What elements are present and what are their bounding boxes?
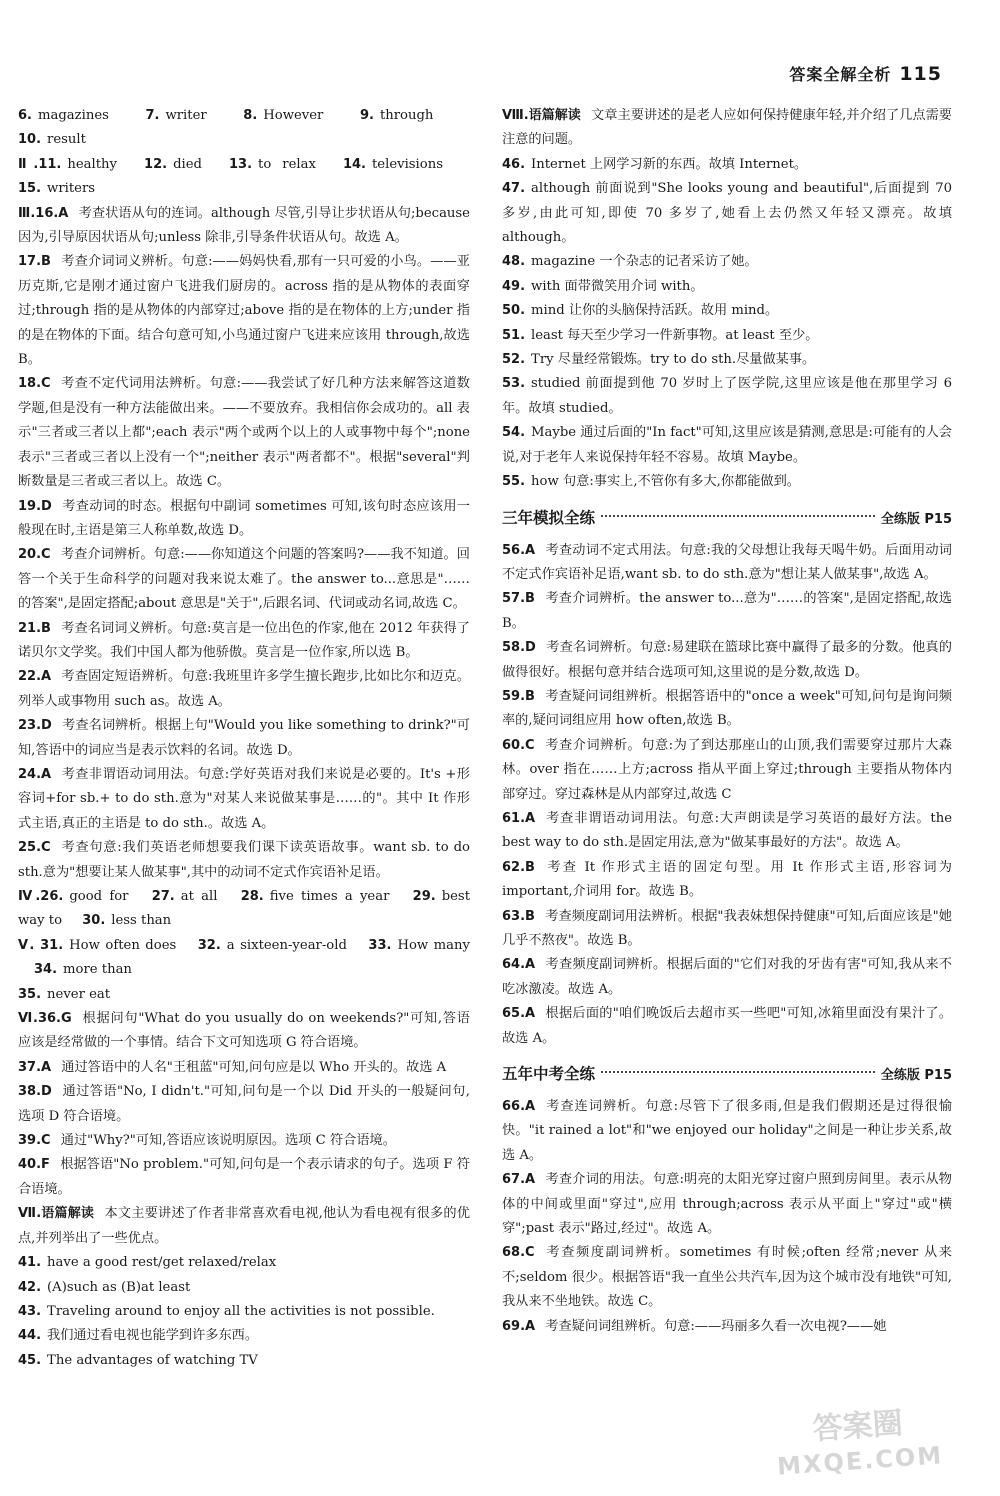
answer-item: 43. Traveling around to enjoy all the activities is not possible. xyxy=(18,1303,435,1319)
answer-item: 63.B 考查频度副词用法辨析。根据"我表妹想保持健康"可知,后面应该是"她几乎不熬夜"。故选 B。 xyxy=(502,908,952,948)
answer-item: 20.C 考查介词辨析。句意:——你知道这个问题的答案吗?——我不知道。回答一个关于生命科学的问题对我来说太难了。the answer to...意思是"……的答案",是固定搭配;about 意思是"关于",后跟名词、代词或动名词,故选 C。 xyxy=(18,547,470,612)
answer-item: 60.C 考查介词辨析。句意:为了到达那座山的山顶,我们需要穿过那片大森林。over 指在……上方;across 指从平面上穿过;through 主要指从物体内部穿过。穿过森林是从内部穿过,故选 C xyxy=(502,737,952,802)
answer-item: 6. magazines 7. writer 8. However 9. through 10. result xyxy=(18,108,454,148)
answer-item: 66.A 考查连词辨析。句意:尽管下了很多雨,但是我们假期还是过得很愉快。"it rained a lot"和"we enjoyed our holiday"之间是一种让步关系,故选 A。 xyxy=(502,1099,952,1163)
answer-item: 67.A 考查介词的用法。句意:明亮的太阳光穿过窗户照到房间里。表示从物体的中间或里面"穿过",应用 through;across 表示从平面上"穿过"或"横穿";past 表示"路过,经过"。故选 A。 xyxy=(502,1172,952,1237)
answer-item: 55. how 句意:事实上,不管你有多大,你都能做到。 xyxy=(502,474,800,490)
answer-item: Ⅴ. 31. How often does 32. a sixteen-year-old 33. How many 34. more than xyxy=(18,937,470,978)
dotted-leader xyxy=(601,515,875,517)
answer-item: 53. studied 前面提到他 70 岁时上了医学院,这里应该是他在那里学习 6 年。故填 studied。 xyxy=(502,376,952,416)
answer-item: 37.A 通过答语中的人名"王租蓝"可知,问句应是以 Who 开头的。故选 A xyxy=(18,1059,447,1075)
header-title: 答案全解全析 xyxy=(789,65,892,84)
section-1-title: 三年模拟全练 xyxy=(502,508,596,527)
answer-item: Ⅳ.26. good for 27. at all 28. five times a year 29. best way to 30. less than xyxy=(18,889,471,929)
watermark-line1: 答案圈 xyxy=(811,1405,904,1448)
answer-item: Ⅶ.语篇解读 本文主要讲述了作者非常喜欢看电视,他认为看电视有很多的优点,并列举出了一些优点。 xyxy=(18,1206,470,1246)
answer-item: 41. have a good rest/get relaxed/relax xyxy=(18,1255,277,1271)
left-column xyxy=(18,104,470,1373)
answer-item: Ⅷ.语篇解读 文章主要讲述的是老人应如何保持健康年轻,并介绍了几点需要注意的问题。 xyxy=(502,108,952,148)
answer-item: 39.C 通过"Why?"可知,答语应该说明原因。选项 C 符合语境。 xyxy=(18,1133,396,1149)
watermark-line2: MXQE.COM xyxy=(776,1441,944,1481)
page-number: 115 xyxy=(899,63,942,85)
answer-item: 21.B 考查名词词义辨析。句意:莫言是一位出色的作家,他在 2012 年获得了诺贝尔文学奖。我们中国人都为他骄傲。莫言是一位作家,所以选 B。 xyxy=(18,620,470,660)
answer-item: Ⅱ.11. healthy 12. died 13. to relax 14. televisions 15. writers xyxy=(18,156,455,197)
right-items-b xyxy=(502,539,952,1052)
answer-item: 22.A 考查固定短语辨析。句意:我班里许多学生擅长跑步,比如比尔和迈克。列举人或事物用 such as。故选 A。 xyxy=(18,669,470,709)
answer-item: 44. 我们通过看电视也能学到许多东西。 xyxy=(18,1328,259,1344)
answer-item: 61.A 考查非谓语动词用法。句意:大声朗读是学习英语的最好方法。the best way to do sth.是固定用法,意为"做某事最好的方法"。故选 A。 xyxy=(502,810,952,851)
answer-item: Ⅲ.16.A 考查状语从句的连词。although 尽管,引导让步状语从句;because 因为,引导原因状语从句;unless 除非,引导条件状语从句。故选 A。 xyxy=(18,205,470,246)
answer-item: 38.D 通过答语"No, I didn't."可知,问句是一个以 Did 开头的一般疑问句,选项 D 符合语境。 xyxy=(18,1084,470,1124)
answer-item: 23.D 考查名词辨析。根据上句"Would you like something to drink?"可知,答语中的词应当是表示饮料的名词。故选 D。 xyxy=(18,718,470,758)
answer-item: 54. Maybe 通过后面的"In fact"可知,这里应该是猜测,意思是:可能有的人会说,对于老年人来说保持年轻不容易。故填 Maybe。 xyxy=(502,425,952,465)
answer-item: 51. least 每天至少学习一件新事物。at least 至少。 xyxy=(502,327,819,343)
answer-item: 40.F 根据答语"No problem."可知,问句是一个表示请求的句子。选项 F 符合语境。 xyxy=(18,1157,470,1197)
answer-item: 46. Internet 上网学习新的东西。故填 Internet。 xyxy=(502,156,808,172)
answer-item: 48. magazine 一个杂志的记者采访了她。 xyxy=(502,254,758,270)
answer-item: 57.B 考查介词辨析。the answer to...意为"……的答案",是固定搭配,故选 B。 xyxy=(502,591,952,631)
answer-item: 68.C 考查频度副词辨析。sometimes 有时候;often 经常;never 从来不;seldom 很少。根据答语"我一直坐公共汽车,因为这个城市没有地铁"可知,我从来不坐地铁。故选 C。 xyxy=(502,1245,952,1310)
answer-item: 62.B 考查 It 作形式主语的固定句型。用 It 作形式主语,形容词为 important,介词用 for。故选 B。 xyxy=(502,859,952,900)
right-items-a xyxy=(502,104,952,495)
answer-item: 56.A 考查动词不定式用法。句意:我的父母想让我每天喝牛奶。后面用动词不定式作宾语补足语,want sb. to do sth.意为"想让某人做某事",故选 A。 xyxy=(502,542,952,582)
answer-item: 25.C 考查句意:我们英语老师想要我们课下读英语故事。want sb. to do sth.意为"想要让某人做某事",其中的动词不定式作宾语补足语。 xyxy=(18,840,470,880)
section-heading-2 xyxy=(502,1059,952,1089)
left-items xyxy=(18,104,470,1373)
section-heading-1 xyxy=(502,503,952,533)
answer-item: 65.A 根据后面的"咱们晚饭后去超市买一些吧"可知,冰箱里面没有果汁了。故选 A。 xyxy=(502,1006,952,1046)
section-2-title: 五年中考全练 xyxy=(502,1065,596,1084)
answer-item: 59.B 考查疑问词组辨析。根据答语中的"once a week"可知,问句是询问频率的,疑问词组应用 how often,故选 B。 xyxy=(502,688,952,729)
answer-item: 52. Try 尽量经常锻炼。try to do sth.尽量做某事。 xyxy=(502,352,816,368)
answer-item: 69.A 考查疑问词组辨析。句意:——玛丽多久看一次电视?——她 xyxy=(502,1318,887,1334)
right-items-c xyxy=(502,1095,952,1339)
answer-item: 45. The advantages of watching TV xyxy=(18,1352,258,1368)
section-1-ref: 全练版 P15 xyxy=(880,511,952,527)
section-2-ref: 全练版 P15 xyxy=(880,1068,952,1084)
answer-item: 42. (A)such as (B)at least xyxy=(18,1279,191,1295)
answer-item: 17.B 考查介词词义辨析。句意:——妈妈快看,那有一只可爱的小鸟。——亚历克斯,它是刚才通过窗户飞进我们厨房的。across 指的是从物体的表面穿过;through 指的是从物体的内部穿过;above 指的是在物体的上方;under 指的是在物体的下面。结合句意可知,小鸟通过窗户飞进来应该用 through,故选 B。 xyxy=(18,254,470,368)
answer-item: 24.A 考查非谓语动词用法。句意:学好英语对我们来说是必要的。It's +形容词+for sb.+ to do sth.意为"对某人来说做某事是……的"。其中 It 作形式主语,真正的主语是 to do sth.。故选 A。 xyxy=(18,766,470,831)
answer-item: Ⅵ.36.G 根据问句"What do you usually do on weekends?"可知,答语应该是经常做的一个事情。结合下文可知选项 G 符合语境。 xyxy=(18,1011,470,1051)
answer-item: 58.D 考查名词辨析。句意:易建联在篮球比赛中赢得了最多的分数。他真的做得很好。根据句意并结合选项可知,这里说的是分数,故选 D。 xyxy=(502,640,952,680)
answer-item: 47. although 前面说到"She looks young and beautiful",后面提到 70 多岁,由此可知,即使 70 多岁了,她看上去仍然又年轻又漂亮。故填 although。 xyxy=(502,181,952,246)
answer-item: 50. mind 让你的头脑保持活跃。故用 mind。 xyxy=(502,303,779,319)
answer-item: 19.D 考查动词的时态。根据句中副词 sometimes 可知,该句时态应该用一般现在时,主语是第三人称单数,故选 D。 xyxy=(18,498,470,538)
dotted-leader xyxy=(601,1071,875,1073)
watermark-logo xyxy=(752,1403,966,1487)
answer-item: 49. with 面带微笑用介词 with。 xyxy=(502,278,704,294)
right-column xyxy=(502,104,952,1339)
answer-item: 64.A 考查频度副词辨析。根据后面的"它们对我的牙齿有害"可知,我从来不吃冰激凌。故选 A。 xyxy=(502,957,952,997)
page-header xyxy=(789,62,942,85)
answer-item: 35. never eat xyxy=(18,986,111,1002)
answer-item: 18.C 考查不定代词用法辨析。句意:——我尝试了好几种方法来解答这道数学题,但是没有一种方法能做出来。——不要放弃。我相信你会成功的。all 表示"三者或三者以上都";each 表示"两个或两个以上的人或事物中每个";none 表示"三者或三者以上没有一个";neither 表示"两者都不"。根据"several"判断数量是三者或三者以上。故选 C。 xyxy=(18,376,470,490)
